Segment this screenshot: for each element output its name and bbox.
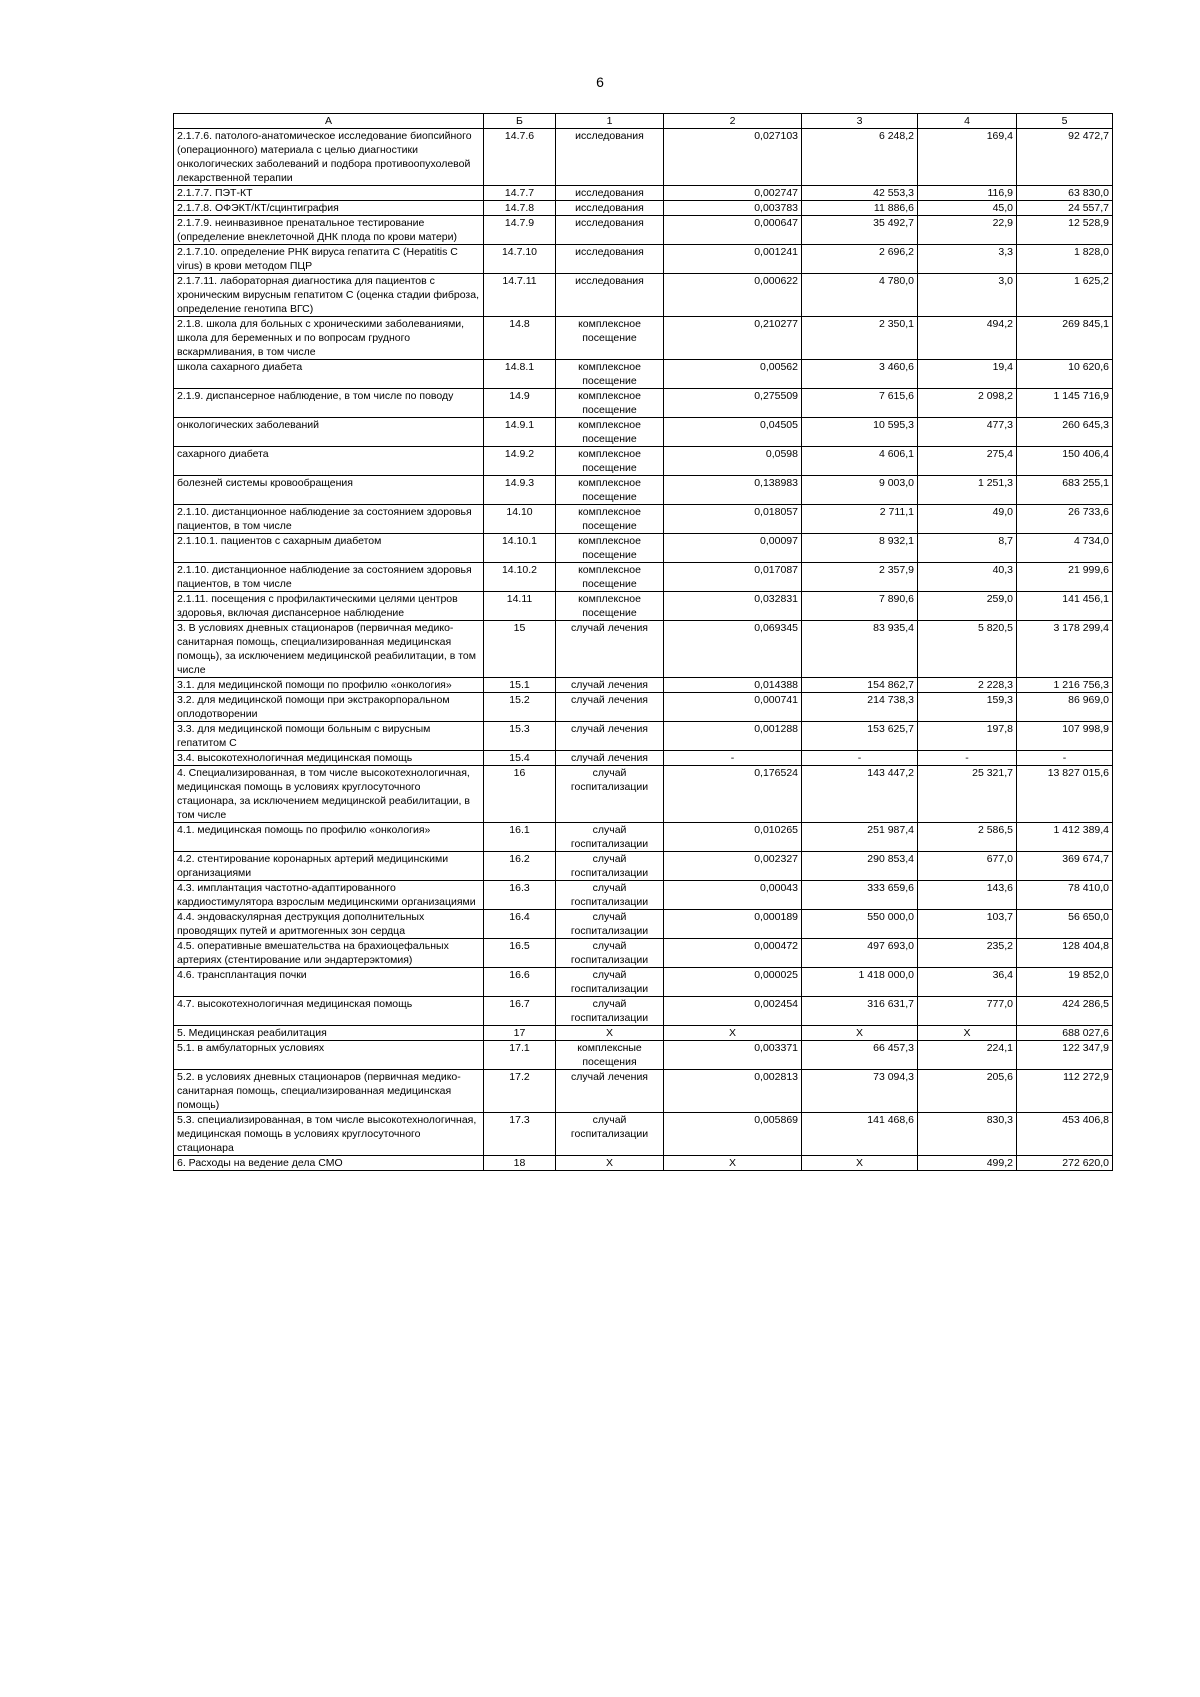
col3-value-cell: 497 693,0 [802,939,918,968]
table-row [174,693,1113,722]
col4-value-cell: 830,3 [918,1113,1017,1156]
col4-value-cell: 275,4 [918,447,1017,476]
row-code-cell: 16.4 [484,910,556,939]
col3-value-cell: 11 886,6 [802,201,918,216]
table-row [174,751,1113,766]
table-row [174,534,1113,563]
col3-value-cell: 2 350,1 [802,317,918,360]
row-name-cell: 2.1.10. дистанционное наблюдение за состоянием здоровья пациентов, в том числе [174,505,484,534]
col3-value-cell: 10 595,3 [802,418,918,447]
row-name-cell: онкологических заболеваний [174,418,484,447]
col5-value-cell: 122 347,9 [1017,1041,1113,1070]
row-code-cell: 14.9.2 [484,447,556,476]
col3-value-cell: 1 418 000,0 [802,968,918,997]
col2-value-cell: 0,002454 [664,997,802,1026]
row-code-cell: 16.7 [484,997,556,1026]
row-code-cell: 16.5 [484,939,556,968]
row-unit-cell: случай лечения [556,678,664,693]
col2-value-cell: 0,04505 [664,418,802,447]
row-unit-cell: комплексное посещение [556,505,664,534]
col5-value-cell: 24 557,7 [1017,201,1113,216]
col5-value-cell: 19 852,0 [1017,968,1113,997]
table-body [174,129,1113,1171]
table-row [174,274,1113,317]
col4-value-cell: 494,2 [918,317,1017,360]
col3-value-cell: 35 492,7 [802,216,918,245]
table-row [174,447,1113,476]
row-code-cell: 17 [484,1026,556,1041]
col2-value-cell: 0,0598 [664,447,802,476]
row-unit-cell: Х [556,1156,664,1171]
header-cell: 3 [802,114,918,129]
col5-value-cell: 260 645,3 [1017,418,1113,447]
row-code-cell: 15.3 [484,722,556,751]
row-code-cell: 16.3 [484,881,556,910]
col2-value-cell: 0,000622 [664,274,802,317]
col4-value-cell: 40,3 [918,563,1017,592]
col3-value-cell: 550 000,0 [802,910,918,939]
col5-value-cell: 112 272,9 [1017,1070,1113,1113]
row-name-cell: 5.3. специализированная, в том числе высокотехнологичная, медицинская помощь в условиях круглосуточного стационара [174,1113,484,1156]
row-unit-cell: случай лечения [556,693,664,722]
col4-value-cell: 259,0 [918,592,1017,621]
row-code-cell: 14.11 [484,592,556,621]
col5-value-cell: 10 620,6 [1017,360,1113,389]
row-code-cell: 16.6 [484,968,556,997]
col3-value-cell: 3 460,6 [802,360,918,389]
col2-value-cell: 0,00043 [664,881,802,910]
row-name-cell: 2.1.7.8. ОФЭКТ/КТ/сцинтиграфия [174,201,484,216]
table-row [174,389,1113,418]
col3-value-cell: 141 468,6 [802,1113,918,1156]
col3-value-cell: 2 696,2 [802,245,918,274]
col5-value-cell: 1 412 389,4 [1017,823,1113,852]
row-name-cell: 4.5. оперативные вмешательства на брахиоцефальных артериях (стентирование или эндартерэктомия) [174,939,484,968]
col4-value-cell: 169,4 [918,129,1017,186]
col3-value-cell: 316 631,7 [802,997,918,1026]
row-name-cell: 5. Медицинская реабилитация [174,1026,484,1041]
row-unit-cell: случай госпитализации [556,766,664,823]
row-unit-cell: комплексное посещение [556,592,664,621]
row-name-cell: 4.2. стентирование коронарных артерий медицинскими организациями [174,852,484,881]
row-code-cell: 15.4 [484,751,556,766]
row-code-cell: 15 [484,621,556,678]
row-name-cell: сахарного диабета [174,447,484,476]
col2-value-cell: 0,017087 [664,563,802,592]
row-name-cell: 6. Расходы на ведение дела СМО [174,1156,484,1171]
row-name-cell: 5.1. в амбулаторных условиях [174,1041,484,1070]
col4-value-cell: 2 228,3 [918,678,1017,693]
row-name-cell: 4.4. эндоваскулярная деструкция дополнительных проводящих путей и аритмогенных зон сердца [174,910,484,939]
col3-value-cell: 7 890,6 [802,592,918,621]
col4-value-cell: - [918,751,1017,766]
col2-value-cell: 0,176524 [664,766,802,823]
row-name-cell: 4. Специализированная, в том числе высокотехнологичная, медицинская помощь в условиях круглосуточного стационара, за исключением медицинской реабилитации, в том числе [174,766,484,823]
col4-value-cell: 235,2 [918,939,1017,968]
col3-value-cell: 154 862,7 [802,678,918,693]
table-row [174,216,1113,245]
col3-value-cell: - [802,751,918,766]
col5-value-cell: 369 674,7 [1017,852,1113,881]
col4-value-cell: 36,4 [918,968,1017,997]
col2-value-cell: 0,138983 [664,476,802,505]
table-row [174,360,1113,389]
col5-value-cell: 683 255,1 [1017,476,1113,505]
row-unit-cell: комплексное посещение [556,418,664,447]
col2-value-cell: 0,210277 [664,317,802,360]
row-unit-cell: исследования [556,186,664,201]
col3-value-cell: Х [802,1156,918,1171]
row-unit-cell: случай госпитализации [556,968,664,997]
col5-value-cell: 63 830,0 [1017,186,1113,201]
col3-value-cell: 42 553,3 [802,186,918,201]
row-name-cell: 2.1.10. дистанционное наблюдение за состоянием здоровья пациентов, в том числе [174,563,484,592]
table-row [174,881,1113,910]
row-name-cell: 2.1.11. посещения с профилактическими целями центров здоровья, включая диспансерное наблюдение [174,592,484,621]
table-row [174,852,1113,881]
table-row [174,621,1113,678]
table-row [174,505,1113,534]
col4-value-cell: 159,3 [918,693,1017,722]
col2-value-cell: 0,005869 [664,1113,802,1156]
col4-value-cell: 677,0 [918,852,1017,881]
row-name-cell: 3.4. высокотехнологичная медицинская помощь [174,751,484,766]
row-name-cell: 2.1.10.1. пациентов с сахарным диабетом [174,534,484,563]
row-code-cell: 14.7.11 [484,274,556,317]
row-code-cell: 14.7.6 [484,129,556,186]
row-unit-cell: случай госпитализации [556,823,664,852]
header-row [174,114,1113,129]
col3-value-cell: 214 738,3 [802,693,918,722]
col5-value-cell: 453 406,8 [1017,1113,1113,1156]
table-row [174,592,1113,621]
row-name-cell: 3.2. для медицинской помощи при экстракорпоральном оплодотворении [174,693,484,722]
col5-value-cell: 1 625,2 [1017,274,1113,317]
table-row [174,418,1113,447]
header-cell: 1 [556,114,664,129]
row-code-cell: 16 [484,766,556,823]
row-code-cell: 16.2 [484,852,556,881]
row-name-cell: 2.1.7.11. лабораторная диагностика для пациентов с хроническим вирусным гепатитом С (оценка стадии фиброза, определение генотипа ВГС) [174,274,484,317]
table-row [174,766,1113,823]
row-unit-cell: Х [556,1026,664,1041]
col5-value-cell: 424 286,5 [1017,997,1113,1026]
col2-value-cell: 0,002327 [664,852,802,881]
table-row [174,939,1113,968]
row-unit-cell: случай госпитализации [556,852,664,881]
col4-value-cell: 103,7 [918,910,1017,939]
col2-value-cell: 0,000647 [664,216,802,245]
row-unit-cell: комплексное посещение [556,563,664,592]
col2-value-cell: 0,002747 [664,186,802,201]
col3-value-cell: 4 780,0 [802,274,918,317]
col4-value-cell: 19,4 [918,360,1017,389]
row-unit-cell: случай госпитализации [556,939,664,968]
col2-value-cell: 0,000189 [664,910,802,939]
row-name-cell: болезней системы кровообращения [174,476,484,505]
table-row [174,968,1113,997]
col3-value-cell: 2 711,1 [802,505,918,534]
row-code-cell: 14.10.1 [484,534,556,563]
row-unit-cell: исследования [556,245,664,274]
col4-value-cell: 224,1 [918,1041,1017,1070]
col5-value-cell: 12 528,9 [1017,216,1113,245]
row-name-cell: 2.1.7.10. определение РНК вируса гепатита С (Hepatitis C virus) в крови методом ПЦР [174,245,484,274]
row-unit-cell: случай лечения [556,722,664,751]
col2-value-cell: 0,014388 [664,678,802,693]
col5-value-cell: 3 178 299,4 [1017,621,1113,678]
row-unit-cell: комплексное посещение [556,447,664,476]
row-name-cell: 3.1. для медицинской помощи по профилю «онкология» [174,678,484,693]
table-row [174,317,1113,360]
col5-value-cell: 128 404,8 [1017,939,1113,968]
table-row [174,1026,1113,1041]
row-unit-cell: комплексное посещение [556,317,664,360]
col2-value-cell: 0,018057 [664,505,802,534]
row-code-cell: 14.7.8 [484,201,556,216]
row-code-cell: 17.1 [484,1041,556,1070]
col4-value-cell: 2 098,2 [918,389,1017,418]
col5-value-cell: 1 828,0 [1017,245,1113,274]
col5-value-cell: 688 027,6 [1017,1026,1113,1041]
col5-value-cell: 86 969,0 [1017,693,1113,722]
col2-value-cell: 0,002813 [664,1070,802,1113]
col3-value-cell: 9 003,0 [802,476,918,505]
col2-value-cell: 0,000472 [664,939,802,968]
table-row [174,563,1113,592]
col3-value-cell: 333 659,6 [802,881,918,910]
col4-value-cell: 205,6 [918,1070,1017,1113]
col3-value-cell: Х [802,1026,918,1041]
table-row [174,129,1113,186]
row-code-cell: 14.9 [484,389,556,418]
row-code-cell: 14.7.10 [484,245,556,274]
table-row [174,186,1113,201]
row-unit-cell: комплексное посещение [556,360,664,389]
col5-value-cell: 1 145 716,9 [1017,389,1113,418]
data-table [173,113,1113,1171]
row-name-cell: 4.1. медицинская помощь по профилю «онкология» [174,823,484,852]
col4-value-cell: 499,2 [918,1156,1017,1171]
col3-value-cell: 290 853,4 [802,852,918,881]
col5-value-cell: 107 998,9 [1017,722,1113,751]
row-unit-cell: случай лечения [556,751,664,766]
col4-value-cell: 49,0 [918,505,1017,534]
col4-value-cell: 45,0 [918,201,1017,216]
col4-value-cell: 143,6 [918,881,1017,910]
row-code-cell: 15.2 [484,693,556,722]
col3-value-cell: 6 248,2 [802,129,918,186]
header-cell: А [174,114,484,129]
table-row [174,910,1113,939]
col5-value-cell: 1 216 756,3 [1017,678,1113,693]
col4-value-cell: 22,9 [918,216,1017,245]
col2-value-cell: Х [664,1026,802,1041]
table-row [174,245,1113,274]
row-name-cell: 5.2. в условиях дневных стационаров (первичная медико-санитарная помощь, специализированная медицинская помощь) [174,1070,484,1113]
row-name-cell: 2.1.7.9. неинвазивное пренатальное тестирование (определение внеклеточной ДНК плода по крови матери) [174,216,484,245]
table-row [174,678,1113,693]
row-name-cell: 4.3. имплантация частотно-адаптированного кардиостимулятора взрослым медицинскими организациями [174,881,484,910]
header-cell: 4 [918,114,1017,129]
col5-value-cell: 92 472,7 [1017,129,1113,186]
col2-value-cell: 0,010265 [664,823,802,852]
table-row [174,476,1113,505]
col2-value-cell: 0,003371 [664,1041,802,1070]
col3-value-cell: 153 625,7 [802,722,918,751]
table-row [174,722,1113,751]
row-unit-cell: случай госпитализации [556,910,664,939]
col5-value-cell: 150 406,4 [1017,447,1113,476]
col5-value-cell: 21 999,6 [1017,563,1113,592]
col2-value-cell: 0,00562 [664,360,802,389]
col5-value-cell: 13 827 015,6 [1017,766,1113,823]
col3-value-cell: 143 447,2 [802,766,918,823]
col4-value-cell: 2 586,5 [918,823,1017,852]
col3-value-cell: 251 987,4 [802,823,918,852]
col2-value-cell: 0,00097 [664,534,802,563]
row-name-cell: 2.1.7.6. патолого-анатомическое исследование биопсийного (операционного) материала с целью диагностики онкологических заболеваний и подбора противоопухолевой лекарственной терапии [174,129,484,186]
col5-value-cell: 272 620,0 [1017,1156,1113,1171]
row-code-cell: 14.7.9 [484,216,556,245]
col4-value-cell: 3,3 [918,245,1017,274]
row-name-cell: 4.6. трансплантация почки [174,968,484,997]
col2-value-cell: 0,027103 [664,129,802,186]
col5-value-cell: 141 456,1 [1017,592,1113,621]
row-code-cell: 14.8 [484,317,556,360]
row-unit-cell: случай госпитализации [556,1113,664,1156]
row-code-cell: 14.9.3 [484,476,556,505]
row-name-cell: 2.1.9. диспансерное наблюдение, в том числе по поводу [174,389,484,418]
col3-value-cell: 73 094,3 [802,1070,918,1113]
header-cell: Б [484,114,556,129]
row-code-cell: 14.10 [484,505,556,534]
header-cell: 2 [664,114,802,129]
col2-value-cell: - [664,751,802,766]
col3-value-cell: 83 935,4 [802,621,918,678]
row-unit-cell: комплексное посещение [556,476,664,505]
col4-value-cell: 477,3 [918,418,1017,447]
row-unit-cell: исследования [556,201,664,216]
table-row [174,823,1113,852]
header-cell: 5 [1017,114,1113,129]
col3-value-cell: 7 615,6 [802,389,918,418]
row-unit-cell: исследования [556,129,664,186]
table-row [174,1070,1113,1113]
row-code-cell: 14.8.1 [484,360,556,389]
row-name-cell: 2.1.7.7. ПЭТ-КТ [174,186,484,201]
row-name-cell: 3.3. для медицинской помощи больным с вирусным гепатитом С [174,722,484,751]
col4-value-cell: 8,7 [918,534,1017,563]
row-code-cell: 16.1 [484,823,556,852]
col4-value-cell: 3,0 [918,274,1017,317]
row-code-cell: 17.2 [484,1070,556,1113]
col2-value-cell: 0,275509 [664,389,802,418]
table-row [174,1113,1113,1156]
col5-value-cell: 78 410,0 [1017,881,1113,910]
row-unit-cell: комплексное посещение [556,389,664,418]
row-code-cell: 14.9.1 [484,418,556,447]
row-code-cell: 17.3 [484,1113,556,1156]
col2-value-cell: 0,001288 [664,722,802,751]
col3-value-cell: 66 457,3 [802,1041,918,1070]
col5-value-cell: 56 650,0 [1017,910,1113,939]
row-unit-cell: исследования [556,274,664,317]
row-unit-cell: случай лечения [556,621,664,678]
col4-value-cell: 116,9 [918,186,1017,201]
row-name-cell: 3. В условиях дневных стационаров (первичная медико-санитарная помощь, специализированная медицинская помощь), за исключением медицинской реабилитации, в том числе [174,621,484,678]
col4-value-cell: 25 321,7 [918,766,1017,823]
row-unit-cell: случай госпитализации [556,881,664,910]
table-row [174,1041,1113,1070]
row-unit-cell: случай госпитализации [556,997,664,1026]
row-code-cell: 14.10.2 [484,563,556,592]
table-row [174,997,1113,1026]
table-row [174,1156,1113,1171]
row-unit-cell: исследования [556,216,664,245]
col3-value-cell: 8 932,1 [802,534,918,563]
table-row [174,201,1113,216]
row-unit-cell: комплексные посещения [556,1041,664,1070]
col4-value-cell: 1 251,3 [918,476,1017,505]
col2-value-cell: 0,000025 [664,968,802,997]
col4-value-cell: 197,8 [918,722,1017,751]
col2-value-cell: 0,003783 [664,201,802,216]
col2-value-cell: 0,069345 [664,621,802,678]
row-unit-cell: случай лечения [556,1070,664,1113]
page-number: 6 [596,74,604,90]
col2-value-cell: 0,001241 [664,245,802,274]
row-code-cell: 14.7.7 [484,186,556,201]
row-name-cell: 2.1.8. школа для больных с хроническими заболеваниями, школа для беременных и по вопросам грудного вскармливания, в том числе [174,317,484,360]
row-unit-cell: комплексное посещение [556,534,664,563]
col5-value-cell: 26 733,6 [1017,505,1113,534]
col5-value-cell: 269 845,1 [1017,317,1113,360]
col2-value-cell: Х [664,1156,802,1171]
col5-value-cell: - [1017,751,1113,766]
col4-value-cell: Х [918,1026,1017,1041]
row-name-cell: 4.7. высокотехнологичная медицинская помощь [174,997,484,1026]
col4-value-cell: 5 820,5 [918,621,1017,678]
col2-value-cell: 0,032831 [664,592,802,621]
col3-value-cell: 2 357,9 [802,563,918,592]
col3-value-cell: 4 606,1 [802,447,918,476]
col5-value-cell: 4 734,0 [1017,534,1113,563]
col2-value-cell: 0,000741 [664,693,802,722]
row-code-cell: 15.1 [484,678,556,693]
col4-value-cell: 777,0 [918,997,1017,1026]
row-name-cell: школа сахарного диабета [174,360,484,389]
row-code-cell: 18 [484,1156,556,1171]
